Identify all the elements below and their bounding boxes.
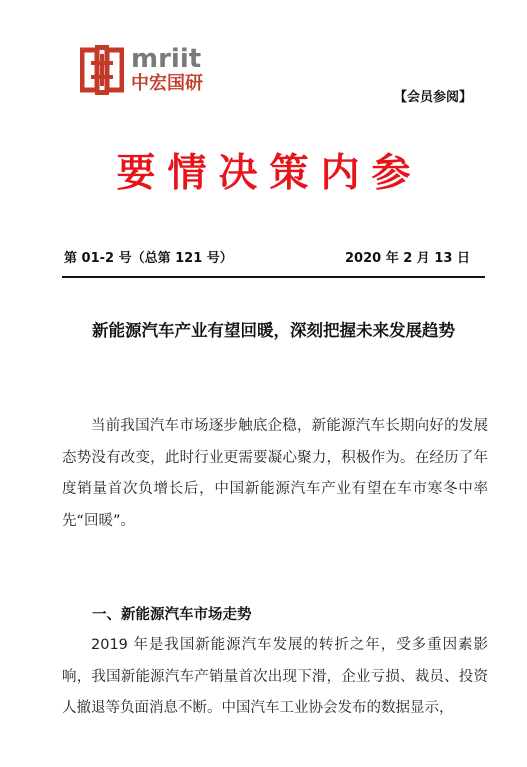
section-paragraph: 2019 年是我国新能源汽车发展的转折之年，受多重因素影响，我国新能源汽车产销量首次出现下滑，企业亏损、裁员、投资人撤退等负面消息不断。中国汽车工业协会发布的数据显示， xyxy=(62,637,488,716)
member-tag: 【会员参阅】 xyxy=(394,90,473,105)
logo xyxy=(80,44,210,99)
logo-text-en: mriit xyxy=(131,44,202,74)
intro-paragraph: 当前我国汽车市场逐步触底企稳，新能源汽车长期向好的发展态势没有改变，此时行业更需要凝心聚力，积极作为。在经历了年度销量首次负增长后，中国新能源汽车产业有望在车市寒冬中率先“回暖”。 xyxy=(62,418,488,529)
issue-date: 2020 年 2 月 13 日 xyxy=(345,251,470,266)
issue-number: 第 01-2 号（总第 121 号） xyxy=(64,251,233,266)
section-heading: 一、新能源汽车市场走势 xyxy=(92,607,252,623)
mriit-logo-icon xyxy=(80,44,124,96)
logo-text-cn: 中宏国研 xyxy=(131,73,203,94)
header-divider xyxy=(62,276,485,278)
masthead-title: 要情决策内参 xyxy=(116,151,423,196)
article-title: 新能源汽车产业有望回暖，深刻把握未来发展趋势 xyxy=(92,321,455,340)
